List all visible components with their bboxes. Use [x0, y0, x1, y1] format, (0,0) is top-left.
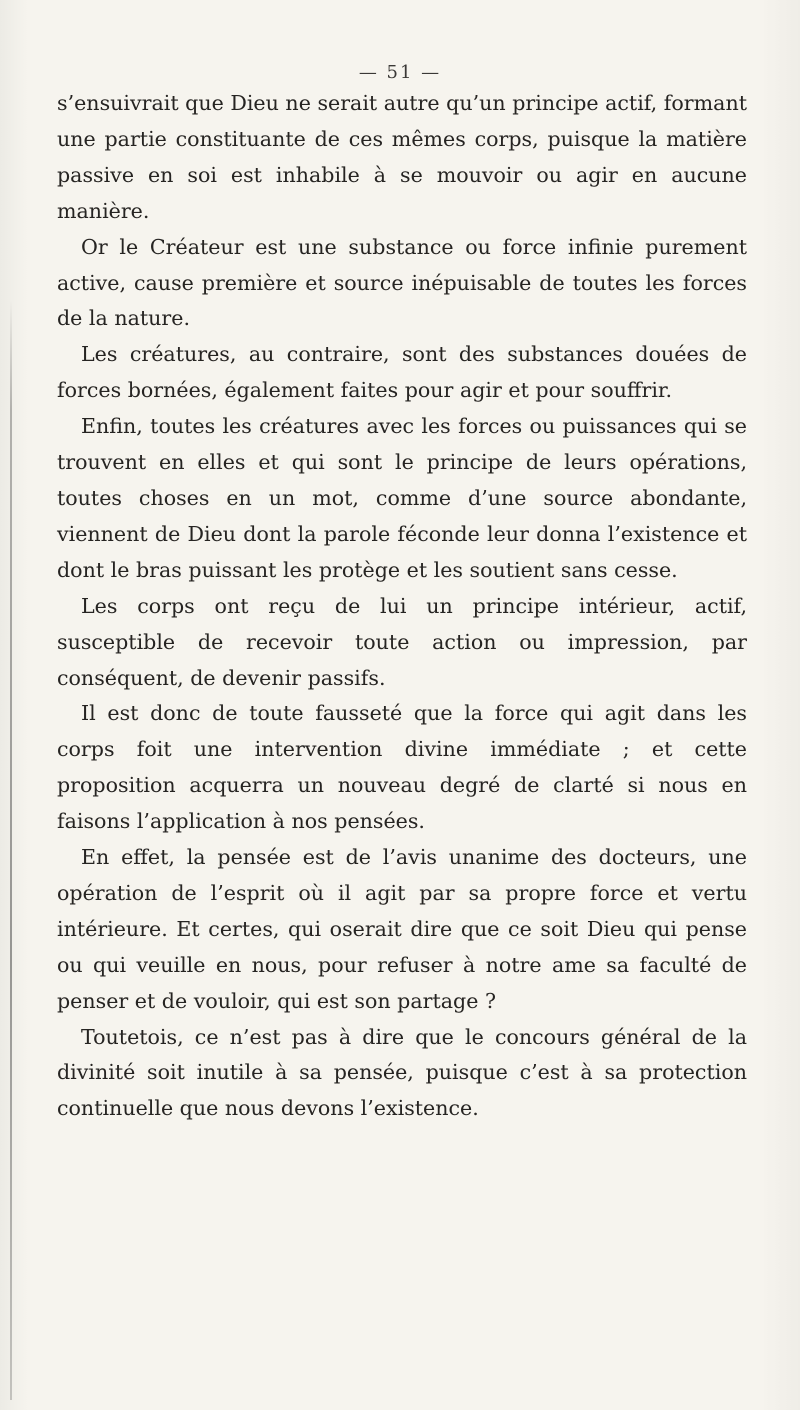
paragraph-2: Or le Créateur est une substance ou force infinie purement active, cause première et source inépuisable de toutes les forces de la nature. — [57, 234, 747, 331]
paragraph-1: s’ensuivrait que Dieu ne serait autre qu’un principe actif, formant une partie constituante de ces mêmes corps, puisque la matière passive en soi est inhabile à se mouvoir ou agir en aucune manière. — [57, 91, 747, 223]
paragraph-6: Il est donc de toute fausseté que la force qui agit dans les corps foit une intervention divine immédiate ; et cette proposition acquerra un nouveau degré de clarté si nous en faisons l’application à nos pensées. — [57, 701, 747, 834]
paragraph-8: Toutetois, ce n’est pas à dire que le concours général de la divinité soit inutile à sa pensée, puisque c’est à sa protection continuelle que nous devons l’existence. — [57, 1024, 747, 1121]
paragraph-4: Enfin, toutes les créatures avec les forces ou puissances qui se trouvent en elles et qui sont le principe de leurs opérations, toutes choses en un mot, comme d’une source abondante, viennent de Dieu dont la parole féconde leur donna l’existence et dont le bras puissant les protège et les soutient sans cesse. — [57, 414, 747, 582]
binding-shadow — [10, 300, 12, 1400]
paragraph-5: Les corps ont reçu de lui un principe intérieur, actif, susceptible de recevoir toute action ou impression, par conséquent, de devenir passifs. — [57, 593, 747, 690]
paragraph-7: En effet, la pensée est de l’avis unanime des docteurs, une opération de l’esprit où il agit par sa propre force et vertu intérieure. Et certes, qui oserait dire que ce soit Dieu qui pense ou qui veuille en nous, pour refuser à notre ame sa faculté de penser et de vouloir, qui est son partage ? — [57, 845, 747, 1013]
body-text — [57, 86, 747, 1127]
page-number: — 51 — — [358, 62, 442, 83]
paragraph-3: Les créatures, au contraire, sont des substances douées de forces bornées, également faites pour agir et pour souffrir. — [57, 342, 747, 403]
